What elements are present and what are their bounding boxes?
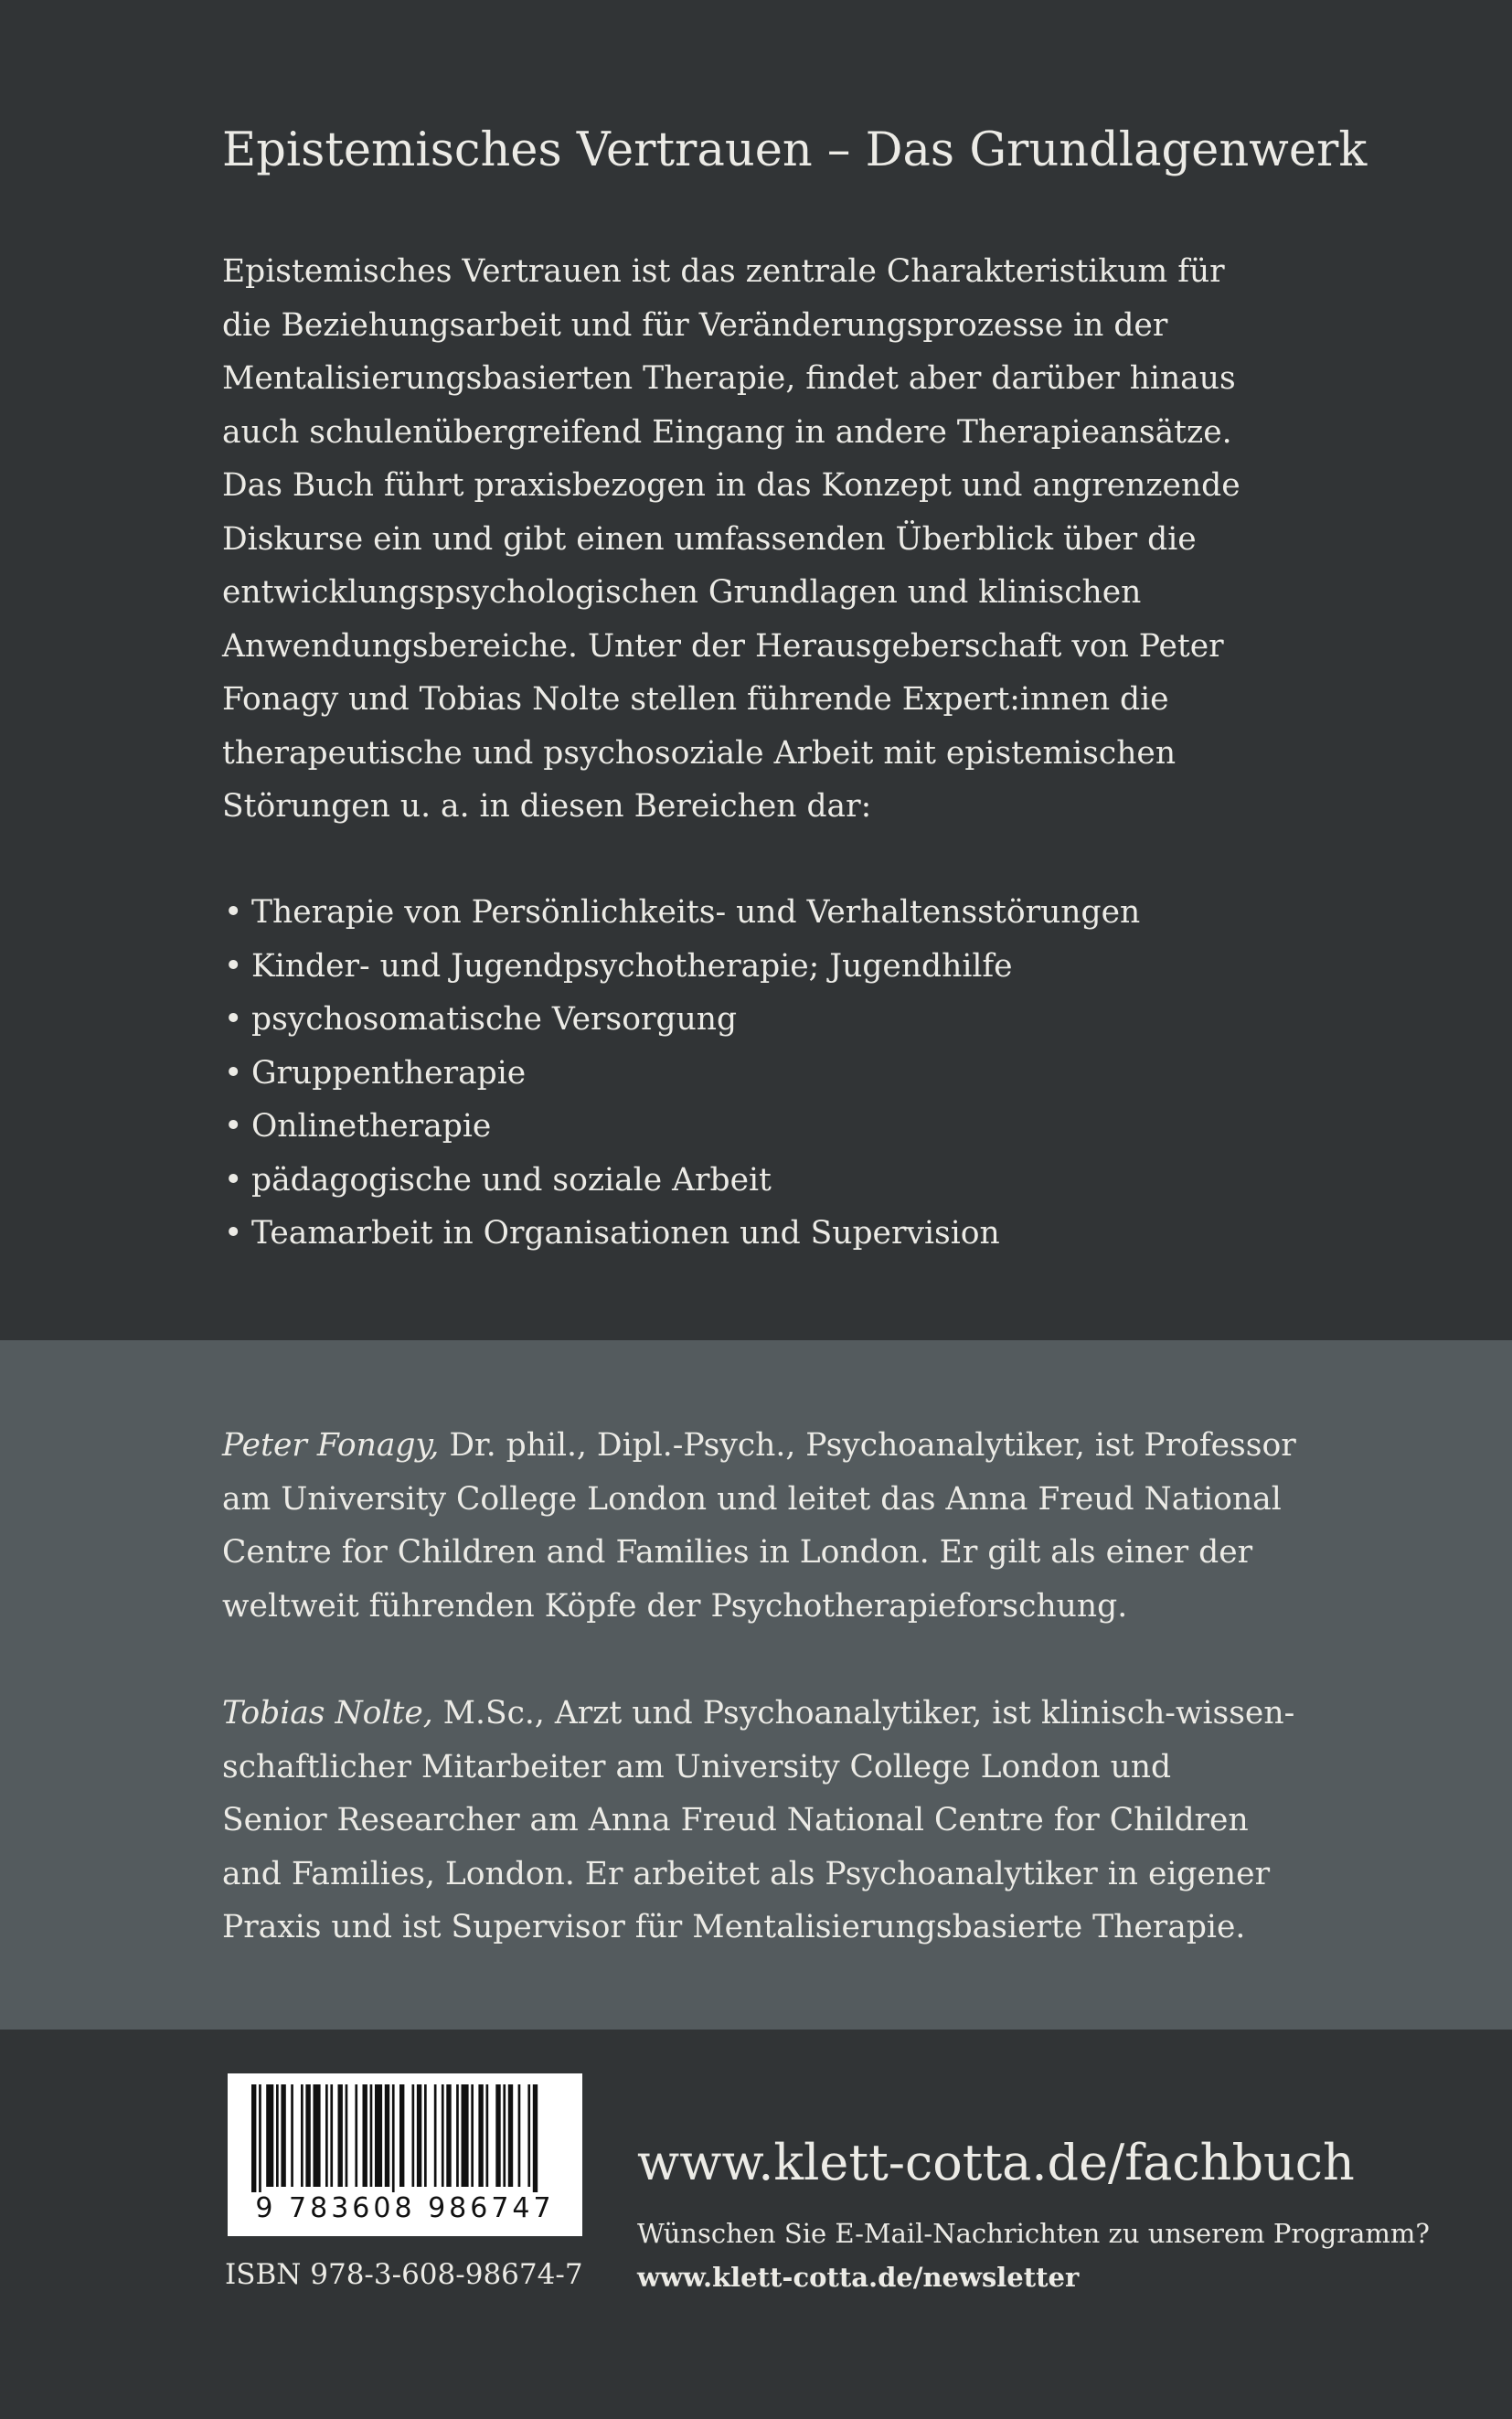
barcode-bar	[424, 2084, 427, 2187]
bullet-icon: •	[224, 1001, 243, 1038]
bio-line: and Families, London. Er arbeitet als Psychoanalytiker in eigener	[222, 1855, 1271, 1892]
author-bio-fonagy	[222, 1419, 1374, 1633]
description-line: Anwendungsbereiche. Unter der Herausgeberschaft von Peter	[222, 627, 1224, 665]
topic-label: psychosomatische Versorgung	[251, 1001, 738, 1038]
barcode	[228, 2073, 582, 2236]
bullet-icon: •	[224, 1054, 243, 1092]
description-line: Epistemisches Vertrauen ist das zentrale Charakteristikum für	[222, 253, 1225, 290]
barcode-bar	[442, 2084, 444, 2187]
topic-item	[222, 940, 1140, 994]
barcode-bar	[375, 2084, 382, 2187]
barcode-number: 9 783608 986747	[255, 2192, 555, 2224]
bio-first-line	[222, 1687, 1374, 1741]
book-title: Epistemisches Vertrauen – Das Grundlagenwerk	[222, 123, 1368, 177]
barcode-bar	[346, 2084, 348, 2187]
author-name: Tobias Nolte,	[222, 1695, 433, 1732]
barcode-bar	[446, 2084, 451, 2187]
description-line: therapeutische und psychosoziale Arbeit mit epistemischen	[222, 734, 1177, 772]
barcode-bar	[508, 2084, 513, 2187]
barcode-bar	[276, 2084, 279, 2187]
barcode-bar	[259, 2084, 261, 2192]
bullet-icon: •	[224, 947, 243, 985]
newsletter-url[interactable]: www.klett-cotta.de/newsletter	[637, 2262, 1080, 2293]
bio-first-line	[222, 1419, 1374, 1473]
topic-item	[222, 1100, 1140, 1154]
description-line: Störungen u. a. in diesen Bereichen dar:	[222, 788, 872, 825]
topic-label: Teamarbeit in Organisationen und Supervision	[251, 1215, 1000, 1252]
bullet-icon: •	[224, 1108, 243, 1145]
bio-text: M.Sc., Arzt und Psychoanalytiker, ist klinisch-wissen-	[432, 1695, 1295, 1732]
barcode-bar	[363, 2084, 367, 2187]
barcode-bar	[330, 2084, 333, 2187]
bio-line: Senior Researcher am Anna Freud National Centre for Children	[222, 1802, 1249, 1838]
topic-label: Gruppentherapie	[251, 1054, 527, 1092]
barcode-bar	[355, 2084, 357, 2187]
bio-line: am University College London und leitet das Anna Freud National	[222, 1480, 1282, 1518]
bio-line: Praxis und ist Supervisor für Mentalisierungsbasierte Therapie.	[222, 1909, 1246, 1945]
bio-text: Dr. phil., Dipl.-Psych., Psychoanalytiker, ist Professor	[439, 1427, 1296, 1464]
topic-label: Onlinetherapie	[251, 1108, 492, 1145]
barcode-bar	[370, 2084, 373, 2187]
barcode-bar	[291, 2084, 293, 2187]
barcode-bar	[325, 2084, 328, 2187]
topic-item	[222, 993, 1140, 1047]
barcode-bar	[412, 2084, 415, 2187]
barcode-bar	[305, 2084, 310, 2187]
author-bio-nolte	[222, 1687, 1374, 1955]
barcode-bar	[478, 2084, 483, 2187]
barcode-bar	[266, 2084, 273, 2187]
barcode-bar	[399, 2084, 404, 2187]
bio-line: Centre for Children and Families in London. Er gilt als einer der	[222, 1534, 1253, 1571]
barcode-bars	[228, 2073, 582, 2192]
barcode-bar	[338, 2084, 343, 2187]
barcode-bar	[314, 2084, 321, 2187]
topic-label: pädagogische und soziale Arbeit	[251, 1161, 772, 1199]
description-line: Fonagy und Tobias Nolte stellen führende Expert:innen die	[222, 681, 1169, 718]
topic-item	[222, 1207, 1140, 1261]
barcode-bar	[392, 2084, 395, 2192]
bullet-icon: •	[224, 1215, 243, 1252]
bullet-icon: •	[224, 1161, 243, 1199]
topic-item	[222, 1047, 1140, 1101]
publisher-url[interactable]: www.klett-cotta.de/fachbuch	[637, 2134, 1355, 2191]
description-line: Das Buch führt praxisbezogen in das Konzept und angrenzende	[222, 467, 1240, 504]
topic-item	[222, 886, 1140, 940]
description-line: Diskurse ein und gibt einen umfassenden Überblick über die	[222, 520, 1197, 558]
barcode-bar	[527, 2084, 530, 2187]
description-line: die Beziehungsarbeit und für Veränderungsprozesse in der	[222, 306, 1168, 344]
barcode-bar	[486, 2084, 489, 2187]
barcode-bar	[417, 2084, 421, 2187]
barcode-bar	[503, 2084, 506, 2187]
barcode-bar	[456, 2084, 459, 2187]
barcode-bar	[518, 2084, 521, 2187]
barcode-bar	[385, 2084, 389, 2187]
description-line: auch schulenübergreifend Eingang in andere Therapieansätze.	[222, 413, 1232, 451]
barcode-bar	[251, 2084, 256, 2192]
author-name: Peter Fonagy,	[222, 1427, 440, 1464]
description-line: entwicklungspsychologischen Grundlagen und klinischen	[222, 574, 1142, 611]
bio-line: schaftlicher Mitarbeiter am University College London und	[222, 1748, 1172, 1785]
description-line: Mentalisierungsbasierten Therapie, findet aber darüber hinaus	[222, 360, 1236, 397]
topic-label: Therapie von Persönlichkeits- und Verhaltensstörungen	[251, 894, 1141, 931]
barcode-bar	[471, 2084, 474, 2187]
barcode-bar	[462, 2084, 469, 2187]
topic-label: Kinder- und Jugendpsychotherapie; Jugendhilfe	[251, 947, 1013, 985]
newsletter-question: Wünschen Sie E-Mail-Nachrichten zu unserem Programm?	[637, 2218, 1430, 2249]
topic-list	[222, 886, 1140, 1261]
barcode-bar	[281, 2084, 285, 2187]
barcode-bar	[533, 2084, 538, 2192]
topic-item	[222, 1154, 1140, 1208]
barcode-bar	[434, 2084, 437, 2187]
bullet-icon: •	[224, 894, 243, 931]
barcode-bar	[495, 2084, 500, 2187]
barcode-bar	[301, 2084, 303, 2187]
bio-line: weltweit führenden Köpfe der Psychotherapieforschung.	[222, 1587, 1128, 1625]
isbn: ISBN 978-3-608-98674-7	[225, 2258, 583, 2291]
book-description	[222, 245, 1374, 834]
